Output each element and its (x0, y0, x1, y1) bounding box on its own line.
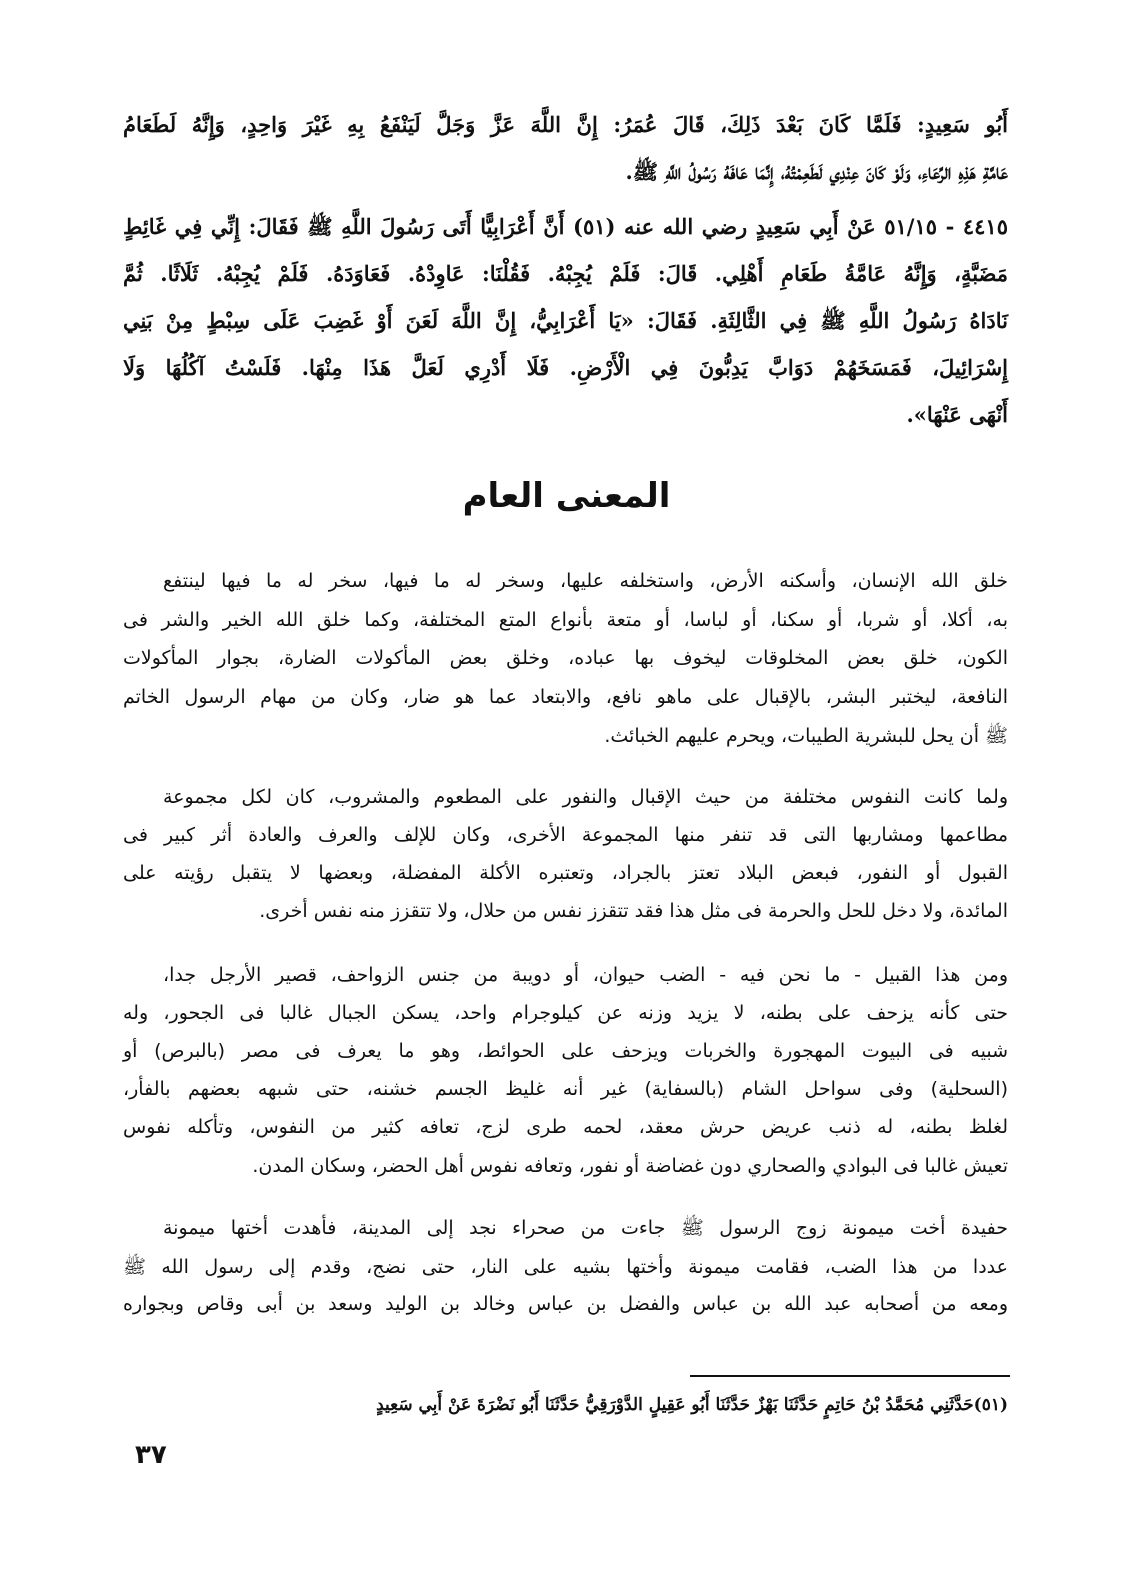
hadith-line: مَضَبَّةٍ، وَإِنَّهُ عَامَّةُ طَعَامِ أَهْلِي. قَالَ: فَلَمْ يُجِبْهُ. فَقُلْنَا: عَاوِدْهُ. فَعَاوَدَهُ. فَلَمْ يُجِبْهُ. ثَلَاثًا. ثُمَّ (123, 261, 1008, 286)
hadith-line: أَنْهَى عَنْهَا». (906, 402, 1008, 427)
paragraph-line: النافعة، ليختبر البشر، بالإقبال على ماهو نافع، والابتعاد عما هو ضار، وكان من مهام الرسول الخاتم (123, 686, 1008, 708)
paragraph-line: تعيش غالبا فى البوادي والصحاري دون غضاضة أو نفور، وتعافه نفوس أهل الحضر، وسكان المدن. (252, 1155, 1008, 1177)
paragraph-line: ومن هذا القبيل - ما نحن فيه - الضب حيوان، أو دويبة من جنس الزواحف، قصير الأرجل جدا، (163, 964, 1008, 986)
paragraph-line: حفيدة أخت ميمونة زوج الرسول ﷺ جاءت من صحراء نجد إلى المدينة، فأهدت أختها ميمونة (163, 1217, 1008, 1239)
paragraph-line: المائدة، ولا دخل للحل والحرمة فى مثل هذا فقد تتقزز نفس من حلال، ولا تتقزز منه نفس أخرى. (259, 900, 1008, 922)
hadith-line: ٤٤١٥ - ٥١/١٥ عَنْ أَبِي سَعِيدٍ رضي الله عنه (٥١) أَنَّ أَعْرَابِيًّا أَتَى رَسُولَ اللَّهِ ﷺ فَقَالَ: إِنِّي فِي غَائِطٍ (123, 214, 1008, 239)
paragraph-line: خلق الله الإنسان، وأسكنه الأرض، واستخلفه عليها، وسخر له ما فيها، سخر له ما فيها لينتفع (163, 570, 1008, 592)
footnote-divider (690, 1375, 1010, 1377)
paragraph-line: به، أكلا، أو شربا، أو سكنا، أو لباسا، أو متعة بأنواع المتع المختلفة، وكما خلق الله الخير والشر فى (123, 609, 1008, 631)
hadith-line: إِسْرَائِيلَ، فَمَسَخَهُمْ دَوَابَّ يَدِبُّونَ فِي الْأَرْضِ. فَلَا أَدْرِي لَعَلَّ هَذَا مِنْهَا. فَلَسْتُ آكُلُهَا وَلَا (123, 355, 1008, 380)
paragraph-line: القبول أو النفور، فبعض البلاد تعتز بالجراد، وتعتبره الأكلة المفضلة، وبعضها لا يتقبل رؤيته على (123, 862, 1008, 884)
page-number: ٣٧ (135, 1440, 167, 1470)
paragraph-line: ومعه من أصحابه عبد الله بن عباس والفضل بن عباس وخالد بن الوليد وسعد بن أبى وقاص وبجواره (123, 1293, 1008, 1315)
paragraph-line: (السحلية) وفى سواحل الشام (بالسفاية) غير أنه غليظ الجسم خشنه، حتى شبهه بعضهم بالفأر، (123, 1078, 1008, 1100)
paragraph-line: ﷺ أن يحل للبشرية الطيبات، ويحرم عليهم الخبائث. (604, 725, 1008, 747)
paragraph-line: مطاعمها ومشاربها التى قد تنفر منها المجموعة الأخرى، وكان للإلف والعرف والعادة أثر كبير فى (123, 824, 1008, 846)
footnote: (٥١)حَدَّثَنِي مُحَمَّدُ بْنُ حَاتِمٍ حَدَّثَنَا بَهْزٌ حَدَّثَنَا أَبُو عَقِيلٍ الدَّوْرَقِيُّ حَدَّثَنَا أَبُو نَضْرَةَ عَنْ أَبِي سَعِيدٍ (376, 1395, 1008, 1415)
section-title: المعنى العام (462, 476, 671, 516)
paragraph-line: حتى كأنه يزحف على بطنه، لا يزيد وزنه عن كيلوجرام واحد، يسكن الجبال غالبا فى الجحور، وله (123, 1002, 1008, 1024)
hadith-line: أَبُو سَعِيدٍ: فَلَمَّا كَانَ بَعْدَ ذَلِكَ، قَالَ عُمَرُ: إِنَّ اللَّهَ عَزَّ وَجَلَّ لَيَنْفَعُ بِهِ غَيْرَ وَاحِدٍ، وَإِنَّهُ لَطَعَامُ (123, 112, 1008, 137)
paragraph-line: عددا من هذا الضب، فقامت ميمونة وأختها بشيه على النار، حتى نضج، وقدم إلى رسول الله ﷺ (123, 1256, 1008, 1278)
paragraph-line: شبيه فى البيوت المهجورة والخربات ويزحف على الحوائط، وهو ما يعرف فى مصر (بالبرص) أو (123, 1040, 1008, 1062)
paragraph-line: لغلظ بطنه، له ذنب عريض حرش معقد، لحمه طرى لزج، تعافه كثير من النفوس، وتأكله نفوس (123, 1116, 1008, 1138)
hadith-line: نَادَاهُ رَسُولُ اللَّهِ ﷺ فِي الثَّالِثَةِ. فَقَالَ: «يَا أَعْرَابِيُّ، إِنَّ اللَّهَ لَعَنَ أَوْ غَضِبَ عَلَى سِبْطٍ مِنْ بَنِي (123, 308, 1008, 333)
paragraph-line: الكون، خلق بعض المخلوقات ليخوف بها عباده، وخلق بعض المأكولات الضارة، بجوار المأكولات (123, 647, 1008, 669)
hadith-line: عَامَّةِ هَذِهِ الرِّعَاءِ، وَلَوْ كَانَ عِنْدِي لَطَعِمْتُهُ، إِنَّمَا عَافَهُ رَسُولُ اللَّهِ ﷺ. (625, 159, 1008, 184)
paragraph-line: ولما كانت النفوس مختلفة من حيث الإقبال والنفور على المطعوم والمشروب، كان لكل مجموعة (163, 786, 1008, 808)
